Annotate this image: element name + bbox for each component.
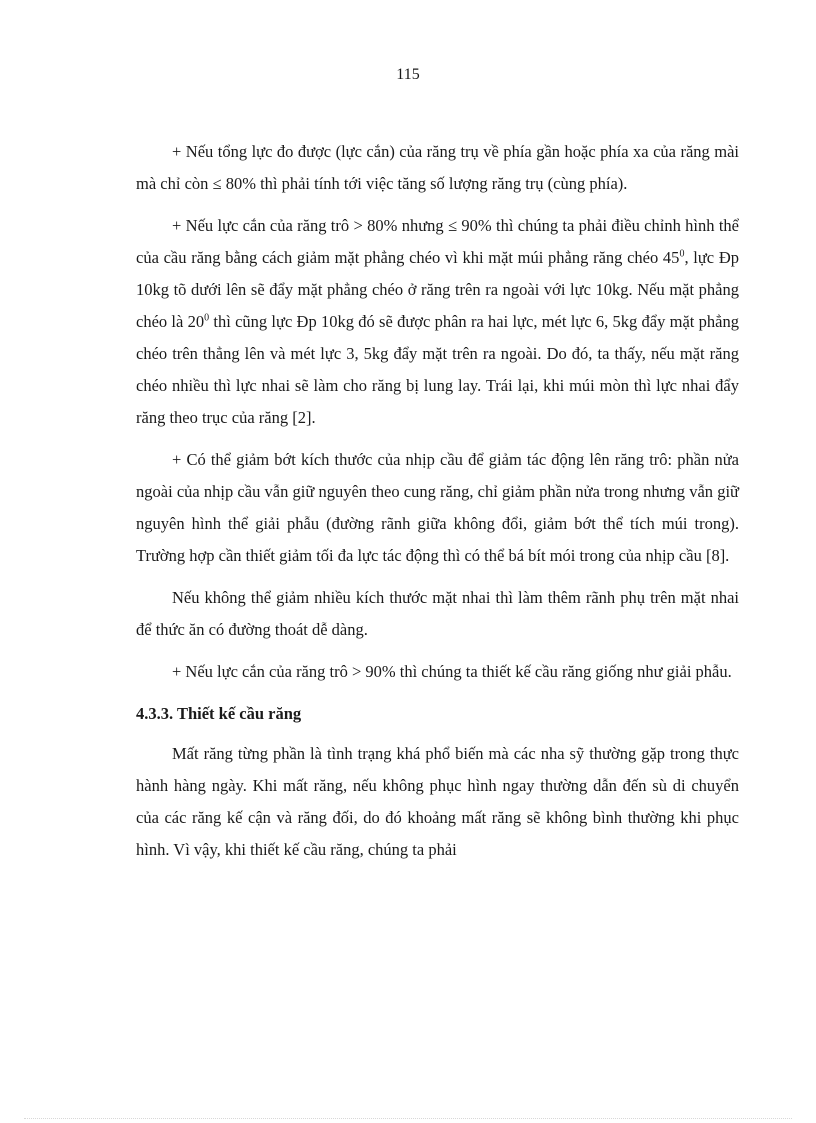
superscript-degree: 0 [204, 312, 210, 324]
page-number: 115 [396, 66, 420, 83]
paragraph-anatomic-design: + Nếu lực cắn của răng trô > 90% thì chúng ta thiết kế cầu răng giống như giải phẫu. [172, 662, 732, 681]
paragraph-partial-tooth-loss: Mất răng từng phần là tình trạng khá phổ biến mà các nha sỹ thường gặp trong thực hành hàng ngày. Khi mất răng, nếu không phục hình ngay thường dẫn đến sù di chuyển của các răng kế cận và răng đối, do đó khoảng mất răng sẽ không bình thường khi phục hình. Vì vậy, khi thiết kế cầu răng, chúng ta phải [136, 744, 739, 859]
paragraph-abutment-count: + Nếu tổng lực đo được (lực cắn) của răng trụ về phía gần hoặc phía xa của răng mài mà chỉ còn ≤ 80% thì phải tính tới việc tăng số lượng răng trụ (cùng phía). [136, 142, 739, 193]
superscript-degree: 0 [679, 248, 685, 260]
section-heading: 4.3.3. Thiết kế cầu răng [136, 704, 302, 723]
page-bottom-divider [24, 1118, 792, 1119]
paragraph-reduce-pontic: + Có thể giảm bớt kích thước của nhịp cầu để giảm tác động lên răng trô: phần nửa ngoài của nhịp cầu vẫn giữ nguyên theo cung răng, chỉ giảm phần nửa trong nhưng vẫn giữ nguyên hình thể giải phẫu (đường rãnh giữa không đổi, giảm bớt thể tích múi trong). Trường hợp cần thiết giảm tối đa lực tác động thì có thể bá bít mói trong của nhịp cầu [8]. [136, 450, 739, 565]
paragraph-text-part: , lực Đp 10kg tõ dưới lên sẽ đẩy mặt phẳng chéo ở răng trên ra ngoài với lực 10kg. Nếu mặt phẳng chéo là 20 [136, 248, 739, 331]
paragraph-text-part: thì cũng lực Đp 10kg đó sẽ được phân ra hai lực, mét lực 6, 5kg đẩy mặt phẳng chéo trên thẳng lên và mét lực 3, 5kg đẩy mặt trên ra ngoài. Do đó, ta thấy, nếu mặt răng chéo nhiều thì lực nhai sẽ làm cho răng bị lung lay. Trái lại, khi múi mòn thì lực nhai đẩy răng theo trục của răng [2]. [136, 312, 739, 427]
paragraph-oblique-plane [136, 210, 739, 434]
paragraph-auxiliary-groove: Nếu không thể giảm nhiều kích thước mặt nhai thì làm thêm rãnh phụ trên mặt nhai để thức ăn có đường thoát dễ dàng. [136, 588, 739, 639]
paragraph-text-part: + Nếu lực cắn của răng trô > 80% nhưng ≤ 90% thì chúng ta phải điều chỉnh hình thể của cầu răng bằng cách giảm mặt phẳng chéo vì khi mặt múi phẳng răng chéo 45 [136, 216, 739, 267]
page-body [136, 136, 739, 876]
